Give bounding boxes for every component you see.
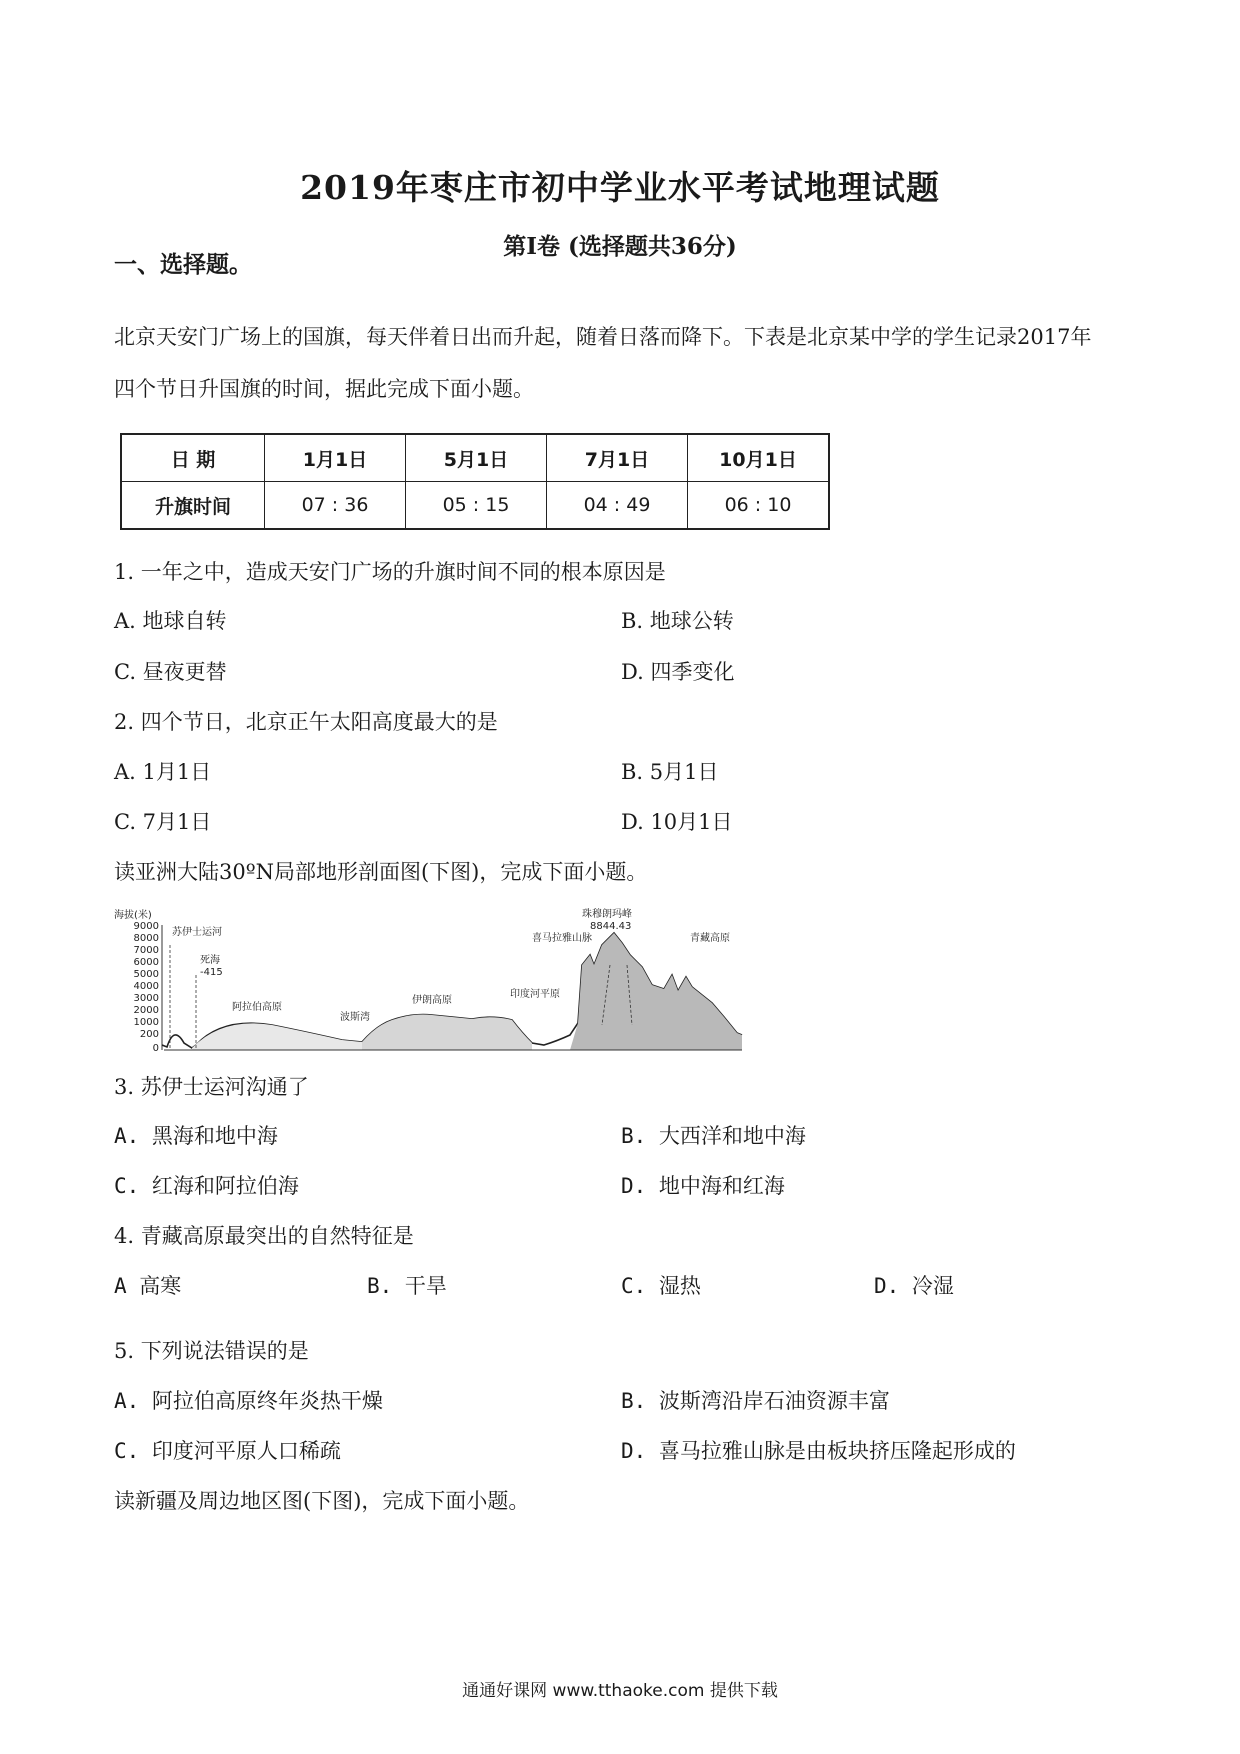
question-4-option-a: A 高寒 <box>114 1274 182 1298</box>
y-tick-label: 9000 <box>133 921 159 932</box>
footer-watermark: 通通好课网 www.tthaoke.com 提供下载 <box>462 1681 778 1701</box>
question-1-stem: 1. 一年之中，造成天安门广场的升旗时间不同的根本原因是 <box>114 560 666 584</box>
intro-paragraph-line1: 北京天安门广场上的国旗，每天伴着日出而升起，随着日落而降下。下表是北京某中学的学生记录2017年 <box>114 325 1092 349</box>
label-indus: 印度河平原 <box>510 989 560 1000</box>
flag-raising-table <box>120 433 830 530</box>
table-header-date: 日 期 <box>121 434 265 482</box>
intro-paragraph-line2: 四个节日升国旗的时间，据此完成下面小题。 <box>114 377 534 401</box>
question-2-stem: 2. 四个节日，北京正午太阳高度最大的是 <box>114 710 498 734</box>
question-4-option-c: C. 湿热 <box>621 1274 701 1298</box>
label-everest-value: 8844.43 <box>590 921 632 932</box>
y-axis-ticks <box>134 921 159 1054</box>
question-3-option-a: A. 黑海和地中海 <box>114 1124 278 1148</box>
question-2-option-c: C. 7月1日 <box>114 810 212 834</box>
question-5-option-d: D. 喜马拉雅山脉是由板块挤压隆起形成的 <box>621 1439 1016 1463</box>
question-1-option-d: D. 四季变化 <box>621 660 735 684</box>
section-heading: 一、选择题。 <box>114 251 252 278</box>
table-cell-date: 7月1日 <box>547 434 688 482</box>
table-cell-time: 07 : 36 <box>265 482 406 530</box>
page-title: 2019年枣庄市初中学业水平考试地理试题 <box>300 168 940 207</box>
question-2-option-d: D. 10月1日 <box>621 810 733 834</box>
label-suez: 苏伊士运河 <box>172 927 222 938</box>
label-everest: 珠穆朗玛峰 <box>582 909 632 920</box>
y-tick-label: 7000 <box>133 945 159 956</box>
table-cell-date: 1月1日 <box>265 434 406 482</box>
question-5-option-a: A. 阿拉伯高原终年炎热干燥 <box>114 1389 383 1413</box>
table-cell-time: 05 : 15 <box>406 482 547 530</box>
y-tick-label: 2000 <box>133 1005 159 1016</box>
question-4-option-d: D. 冷湿 <box>874 1274 954 1298</box>
question-1-option-b: B. 地球公转 <box>621 609 734 633</box>
table-row <box>121 482 829 530</box>
question-1-option-a: A. 地球自转 <box>114 609 227 633</box>
label-persian-gulf: 波斯湾 <box>340 1012 370 1023</box>
intro-paragraph-2: 读亚洲大陆30ºN局部地形剖面图(下图)，完成下面小题。 <box>114 860 648 884</box>
intro-paragraph-3: 读新疆及周边地区图(下图)，完成下面小题。 <box>114 1489 530 1513</box>
terrain-profile-figure <box>112 905 834 1057</box>
question-3-option-d: D. 地中海和红海 <box>621 1174 785 1198</box>
question-3-option-b: B. 大西洋和地中海 <box>621 1124 806 1148</box>
label-himalaya: 喜马拉雅山脉 <box>532 933 592 944</box>
y-tick-label: 4000 <box>133 981 159 992</box>
table-header-time: 升旗时间 <box>121 482 265 530</box>
question-3-stem: 3. 苏伊士运河沟通了 <box>114 1075 309 1099</box>
question-1-option-c: C. 昼夜更替 <box>114 660 227 684</box>
question-3-option-c: C. 红海和阿拉伯海 <box>114 1174 299 1198</box>
label-dead-sea-value: -415 <box>200 967 223 978</box>
table-cell-time: 04 : 49 <box>547 482 688 530</box>
question-4-option-b: B. 干旱 <box>367 1274 447 1298</box>
table-cell-time: 06 : 10 <box>688 482 830 530</box>
table-cell-date: 10月1日 <box>688 434 830 482</box>
label-arabia: 阿拉伯高原 <box>232 1002 282 1013</box>
y-tick-label: 0 <box>152 1043 159 1054</box>
arabia-fill <box>192 1023 362 1050</box>
y-tick-label: 6000 <box>133 957 159 968</box>
y-axis-title: 海拔(米) <box>114 910 152 921</box>
y-tick-label: 200 <box>139 1029 159 1040</box>
himalaya-fill <box>570 933 742 1050</box>
label-tibet: 青藏高原 <box>690 933 730 944</box>
y-tick-label: 8000 <box>133 933 159 944</box>
question-2-option-a: A. 1月1日 <box>114 760 212 784</box>
question-2-option-b: B. 5月1日 <box>621 760 719 784</box>
question-5-stem: 5. 下列说法错误的是 <box>114 1339 309 1363</box>
iran-fill <box>362 1015 532 1050</box>
paper-subtitle: 第Ⅰ卷 (选择题共36分) <box>503 233 737 260</box>
question-5-option-b: B. 波斯湾沿岸石油资源丰富 <box>621 1389 890 1413</box>
question-4-stem: 4. 青藏高原最突出的自然特征是 <box>114 1224 414 1248</box>
y-tick-label: 1000 <box>133 1017 159 1028</box>
y-tick-label: 3000 <box>133 993 159 1004</box>
label-dead-sea: 死海 <box>200 955 220 966</box>
table-row <box>121 434 829 482</box>
question-5-option-c: C. 印度河平原人口稀疏 <box>114 1439 341 1463</box>
label-iran: 伊朗高原 <box>412 995 452 1006</box>
table-cell-date: 5月1日 <box>406 434 547 482</box>
y-tick-label: 5000 <box>133 969 159 980</box>
